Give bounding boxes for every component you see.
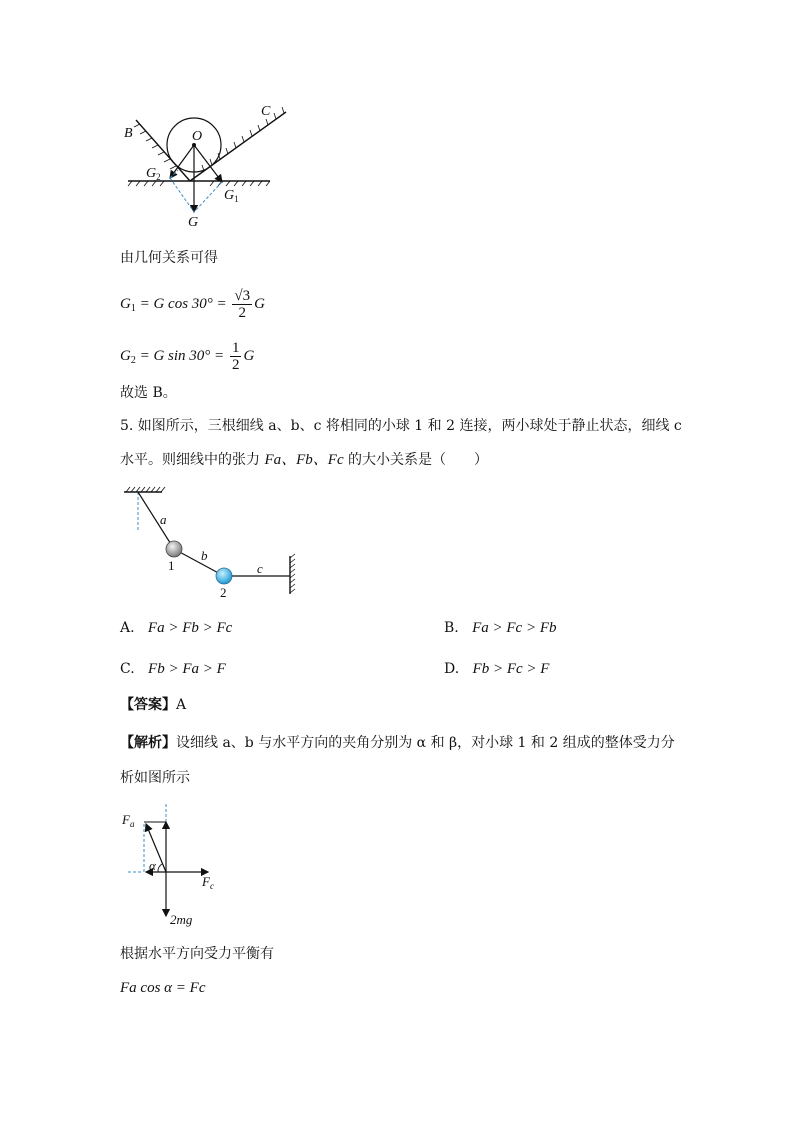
text-horizontal-balance: 根据水平方向受力平衡有 xyxy=(120,946,274,962)
figure-force-diagram xyxy=(118,800,228,930)
wall-c-hatch xyxy=(202,107,284,171)
label-string-a: a xyxy=(160,512,167,527)
label-string-c: c xyxy=(257,561,263,576)
question-5-line2: 水平。则细线中的张力 Fa、Fb、Fc 的大小关系是（ ） xyxy=(120,452,489,468)
answer: 【答案】A xyxy=(120,697,187,713)
label-fa: $F_a$ xyxy=(122,812,135,829)
label-g2: $G_2$ xyxy=(146,166,161,182)
option-d[interactable]: D. Fb > Fc > F xyxy=(444,661,550,677)
force-g1-arrow xyxy=(194,145,222,182)
label-ball-1: 1 xyxy=(168,558,175,573)
wall-b-hatch xyxy=(134,124,176,169)
string-b xyxy=(174,549,224,576)
label-alpha: α xyxy=(149,858,156,873)
label-b: B xyxy=(124,126,133,141)
label-ball-2: 2 xyxy=(220,585,227,600)
label-g: G xyxy=(188,215,199,230)
figure-two-balls xyxy=(118,486,308,602)
label-string-b: b xyxy=(201,548,208,563)
ball-1 xyxy=(166,541,182,557)
text-choose-b: 故选 B。 xyxy=(120,385,177,401)
string-a xyxy=(138,492,174,549)
label-o: O xyxy=(192,129,203,144)
label-fc: $F_c$ xyxy=(202,874,214,891)
equation-g1: $G_1 = G$ cos 30° = $\frac{√3}{2}$ G xyxy=(120,288,265,321)
angle-arc xyxy=(158,864,162,872)
wall-c xyxy=(190,112,286,181)
option-b[interactable]: B. Fa > Fc > Fb xyxy=(444,620,557,636)
right-wall-hatch xyxy=(290,554,295,593)
dashed-helpers xyxy=(128,804,166,872)
figure-sphere-on-incline xyxy=(118,100,298,230)
equation-g2: $G_2 = G$ sin 30° = $\frac{1}{2}$ G xyxy=(120,340,255,373)
ball-2 xyxy=(216,568,232,584)
analysis-line1: 【解析】设细线 a、b 与水平方向的夹角分别为 α 和 β，对小球 1 和 2 组成的整体受力分 xyxy=(120,735,675,751)
analysis-line2: 析如图所示 xyxy=(120,770,190,786)
option-c[interactable]: C. Fb > Fa > F xyxy=(120,661,226,677)
wall-b xyxy=(136,120,190,181)
question-5-line1: 5. 如图所示，三根细线 a、b、c 将相同的小球 1 和 2 连接，两小球处于静止状态，细线 c xyxy=(120,418,682,434)
text-geometry: 由几何关系可得 xyxy=(120,250,218,266)
label-c: C xyxy=(261,104,271,119)
ground-hatch xyxy=(128,181,270,186)
label-2mg: 2mg xyxy=(170,912,193,927)
option-a[interactable]: A. Fa > Fb > Fc xyxy=(120,620,233,636)
equation-horizontal: Fa cos α = Fc xyxy=(120,980,206,996)
label-g1: $G_1$ xyxy=(224,188,239,204)
ceiling-hatch xyxy=(126,487,165,492)
